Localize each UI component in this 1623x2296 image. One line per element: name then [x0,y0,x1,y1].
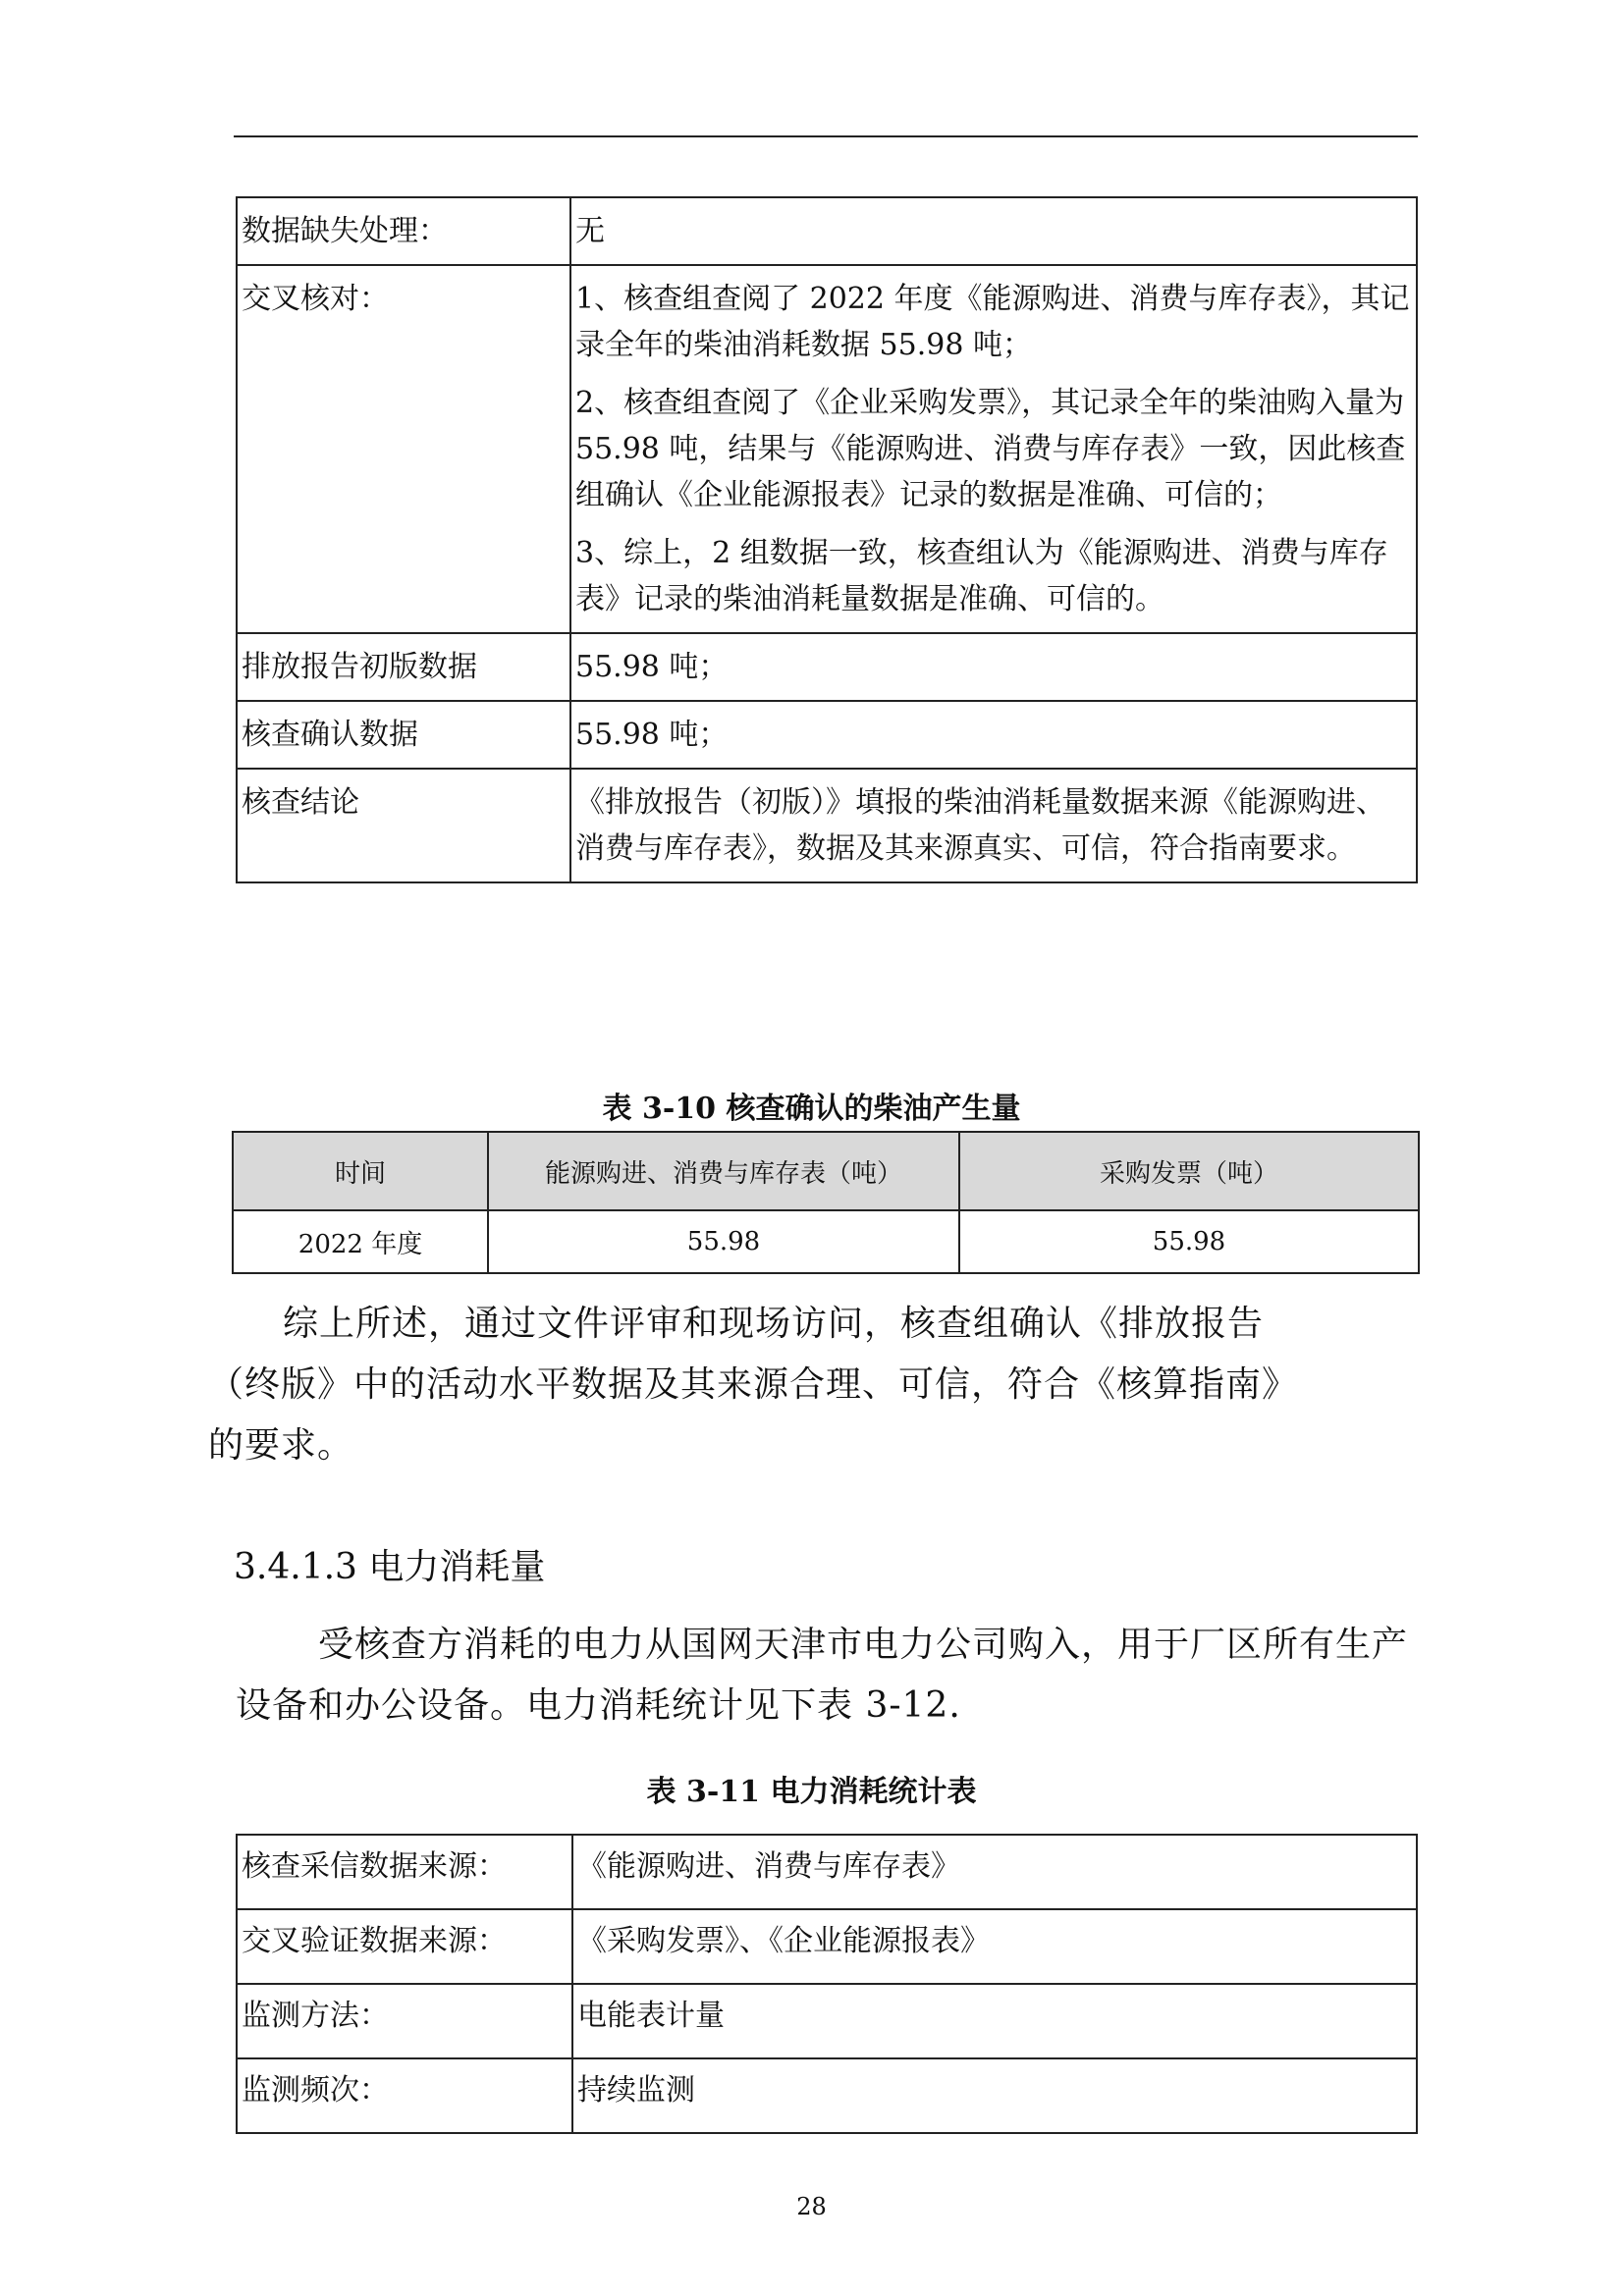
row-label: 核查结论 [237,769,570,882]
table-row [237,197,1417,265]
table-row [237,1984,1417,2058]
row-label: 排放报告初版数据 [237,633,570,701]
row-label: 监测方法： [237,1984,572,2058]
table-cell: 2022 年度 [233,1210,488,1273]
row-label: 交叉验证数据来源： [237,1909,572,1984]
table-cell: 55.98 [959,1210,1419,1273]
column-header: 采购发票（吨） [959,1132,1419,1210]
row-value: 电能表计量 [572,1984,1417,2058]
cross-check-item-3: 3、综上，2 组数据一致，核查组认为《能源购进、消费与库存表》记录的柴油消耗量数据是准确、可信的。 [575,536,1388,616]
table-caption: 表 3-11 电力消耗统计表 [646,1775,977,1809]
table-row [237,2058,1417,2133]
row-value: 55.98 吨； [570,633,1417,701]
cross-check-item-2: 2、核查组查阅了《企业采购发票》，其记录全年的柴油购入量为 55.98 吨，结果与《能源购进、消费与库存表》一致，因此核查组确认《企业能源报表》记录的数据是准确、可信的； [575,386,1406,512]
row-label: 交叉核对： [237,265,570,633]
row-label: 监测频次： [237,2058,572,2133]
row-value: 55.98 吨； [570,701,1417,769]
table-row [237,1835,1417,1909]
column-header: 时间 [233,1132,488,1210]
verification-table [236,196,1418,883]
row-value: 无 [570,197,1417,265]
row-value: 《采购发票》、《企业能源报表》 [572,1909,1417,1984]
row-label: 核查采信数据来源： [237,1835,572,1909]
header-row [233,1132,1419,1210]
body-paragraph: 受核查方消耗的电力从国网天津市电力公司购入，用于厂区所有生产设备和办公设备。电力消耗统计见下表 3-12. [236,1625,1409,1726]
row-value: 《排放报告（初版）》填报的柴油消耗量数据来源《能源购进、消费与库存表》，数据及其来源真实、可信，符合指南要求。 [570,769,1417,882]
row-label: 核查确认数据 [237,701,570,769]
cross-check-item-1: 1、核查组查阅了 2022 年度《能源购进、消费与库存表》，其记录全年的柴油消耗数据 55.98 吨； [575,282,1410,362]
row-value [570,265,1417,633]
table-row [237,701,1417,769]
table-row [237,265,1417,633]
row-label: 数据缺失处理： [237,197,570,265]
section-heading: 3.4.1.3 电力消耗量 [234,1547,546,1587]
row-value: 持续监测 [572,2058,1417,2133]
table-caption: 表 3-10 核查确认的柴油产生量 [602,1092,1021,1126]
table-row [237,769,1417,882]
summary-paragraph: 综上所述，通过文件评审和现场访问，核查组确认《排放报告（终版》中的活动水平数据及其来源合理、可信，符合《核算指南》的要求。 [208,1304,1299,1466]
column-header: 能源购进、消费与库存表（吨） [488,1132,959,1210]
row-value: 《能源购进、消费与库存表》 [572,1835,1417,1909]
table-row [237,1909,1417,1984]
header-rule [234,135,1418,137]
diesel-table [232,1131,1420,1274]
page-number: 28 [796,2193,827,2220]
table-row [237,633,1417,701]
electricity-table [236,1834,1418,2134]
table-cell: 55.98 [488,1210,959,1273]
table-row [233,1210,1419,1273]
